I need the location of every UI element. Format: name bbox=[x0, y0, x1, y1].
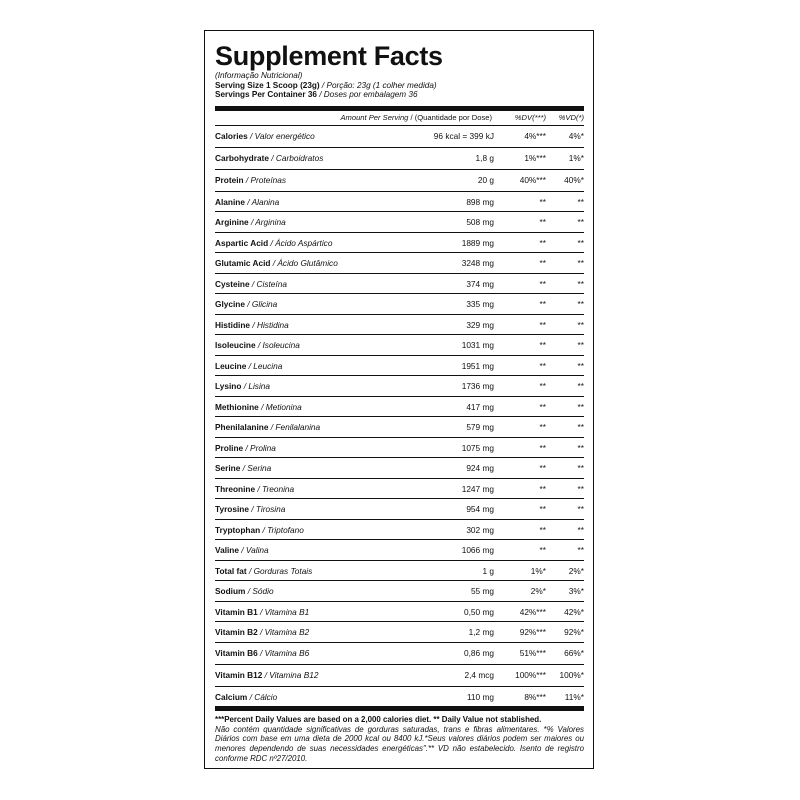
nutrient-dv: ** bbox=[539, 381, 546, 392]
nutrient-amount: 0,50 mg bbox=[464, 606, 494, 617]
nutrient-amount: 96 kcal = 399 kJ bbox=[433, 131, 494, 142]
nutrient-vd: 3%* bbox=[568, 586, 584, 597]
nutrient-vd: ** bbox=[577, 381, 584, 392]
table-row bbox=[215, 581, 584, 602]
nutrient-vd: ** bbox=[577, 401, 584, 412]
nutrient-amount: 1736 mg bbox=[461, 381, 494, 392]
nutrient-name: Leucine / Leucina bbox=[215, 360, 283, 371]
table-row bbox=[215, 458, 584, 479]
table-row bbox=[215, 417, 584, 438]
table-row bbox=[215, 212, 584, 233]
table-row bbox=[215, 253, 584, 274]
nutrient-vd: ** bbox=[577, 483, 584, 494]
nutrient-vd: ** bbox=[577, 340, 584, 351]
nutrient-name: Methionine / Metionina bbox=[215, 401, 302, 412]
table-row bbox=[215, 438, 584, 459]
nutrient-amount: 417 mg bbox=[466, 401, 494, 412]
table-row bbox=[215, 397, 584, 418]
nutrient-name: Tryptophan / Triptofano bbox=[215, 524, 304, 535]
nutrient-vd: 40%* bbox=[564, 175, 584, 186]
nutrient-name: Alanine / Alanina bbox=[215, 196, 280, 207]
nutrient-amount: 335 mg bbox=[466, 299, 494, 310]
nutrient-name: Valine / Valina bbox=[215, 545, 269, 556]
nutrient-name: Sodium / Sódio bbox=[215, 586, 274, 597]
table-header bbox=[215, 111, 584, 126]
nutrient-dv: ** bbox=[539, 483, 546, 494]
nutrient-vd: 1%* bbox=[568, 153, 584, 164]
nutrient-amount: 1951 mg bbox=[461, 360, 494, 371]
nutrient-name: Vitamin B12 / Vitamina B12 bbox=[215, 670, 319, 681]
nutrient-vd: ** bbox=[577, 278, 584, 289]
nutrient-dv: ** bbox=[539, 422, 546, 433]
nutrient-amount: 1031 mg bbox=[461, 340, 494, 351]
label-title: Supplement Facts bbox=[215, 41, 443, 71]
nutrient-amount: 374 mg bbox=[466, 278, 494, 289]
nutrient-dv: ** bbox=[539, 360, 546, 371]
table-row bbox=[215, 665, 584, 687]
servings-per-container: Servings Per Container 36 / Doses por embalagem 36 bbox=[215, 90, 418, 100]
nutrient-name: Isoleucine / Isoleucina bbox=[215, 340, 300, 351]
nutrient-name: Total fat / Gorduras Totais bbox=[215, 565, 313, 576]
nutrient-amount: 954 mg bbox=[466, 504, 494, 515]
table-row bbox=[215, 148, 584, 170]
nutrient-amount: 302 mg bbox=[466, 524, 494, 535]
nutrient-amount: 1889 mg bbox=[461, 237, 494, 248]
nutrient-amount: 508 mg bbox=[466, 217, 494, 228]
nutrient-vd: ** bbox=[577, 524, 584, 535]
nutrient-amount: 1,2 mg bbox=[468, 627, 494, 638]
table-row bbox=[215, 126, 584, 148]
table-row bbox=[215, 499, 584, 520]
table-row bbox=[215, 274, 584, 295]
nutrient-dv: ** bbox=[539, 196, 546, 207]
table-row bbox=[215, 479, 584, 500]
table-row bbox=[215, 376, 584, 397]
nutrient-amount: 20 g bbox=[477, 175, 494, 186]
table-row bbox=[215, 622, 584, 643]
nutrient-dv: ** bbox=[539, 319, 546, 330]
table-row bbox=[215, 687, 584, 708]
nutrient-name: Tyrosine / Tirosina bbox=[215, 504, 286, 515]
nutrient-vd: ** bbox=[577, 258, 584, 269]
nutrient-amount: 3248 mg bbox=[461, 258, 494, 269]
footnote: ***Percent Daily Values are based on a 2,000 calories diet. ** Daily Value not stablished. Não contém quantidade significativas de gorduras saturadas, trans e fibras alimentares. *% Valores Diários com base em uma dieta de 2000 kcal ou 8400 kJ.*Seus valores diários podem ser maiores ou menores dependendo de suas necessidades energéticas".** VD não estabelecido. Isento de registro conforme RDC nº27/2010. bbox=[215, 715, 584, 763]
nutrient-vd: ** bbox=[577, 545, 584, 556]
nutrient-name: Threonine / Treonina bbox=[215, 483, 295, 494]
nutrient-vd: 2%* bbox=[568, 565, 584, 576]
nutrient-name: Lysino / Lisina bbox=[215, 381, 271, 392]
table-row bbox=[215, 520, 584, 541]
nutrient-vd: 11%* bbox=[564, 691, 584, 702]
nutrient-dv: 42%*** bbox=[519, 606, 546, 617]
nutrient-vd: ** bbox=[577, 217, 584, 228]
nutrient-dv: ** bbox=[539, 524, 546, 535]
amount-header: Amount Per Serving / (Quantidade por Dose) bbox=[340, 113, 492, 123]
nutrient-amount: 1247 mg bbox=[461, 483, 494, 494]
nutrient-dv: 92%*** bbox=[519, 627, 546, 638]
nutrient-amount: 1,8 g bbox=[475, 153, 494, 164]
nutrient-table bbox=[215, 126, 584, 708]
nutrient-dv: ** bbox=[539, 299, 546, 310]
nutrient-vd: 66%* bbox=[564, 648, 584, 659]
nutrient-name: Glycine / Glicina bbox=[215, 299, 278, 310]
nutrient-name: Calories / Valor energético bbox=[215, 131, 315, 142]
nutrient-name: Vitamin B2 / Vitamina B2 bbox=[215, 627, 310, 638]
nutrient-vd: ** bbox=[577, 196, 584, 207]
nutrient-name: Arginine / Arginina bbox=[215, 217, 286, 228]
nutrient-name: Serine / Serina bbox=[215, 463, 272, 474]
nutrient-amount: 1 g bbox=[482, 565, 494, 576]
nutrient-dv: ** bbox=[539, 545, 546, 556]
table-row bbox=[215, 170, 584, 192]
nutrient-name: Proline / Prolina bbox=[215, 442, 276, 453]
nutrient-name: Vitamin B1 / Vitamina B1 bbox=[215, 606, 310, 617]
nutrient-dv: ** bbox=[539, 217, 546, 228]
nutrient-dv: 8%*** bbox=[524, 691, 546, 702]
nutrient-name: Glutamic Acid / Ácido Glutâmico bbox=[215, 258, 338, 269]
nutrient-vd: ** bbox=[577, 319, 584, 330]
nutrient-amount: 898 mg bbox=[466, 196, 494, 207]
nutrient-vd: 92%* bbox=[564, 627, 584, 638]
nutrient-dv: ** bbox=[539, 442, 546, 453]
nutrient-vd: 4%* bbox=[568, 131, 584, 142]
nutrient-dv: 1%* bbox=[530, 565, 546, 576]
nutrient-amount: 1066 mg bbox=[461, 545, 494, 556]
nutrient-amount: 579 mg bbox=[466, 422, 494, 433]
nutrient-amount: 1075 mg bbox=[461, 442, 494, 453]
supplement-facts-label bbox=[204, 30, 594, 769]
nutrient-vd: 42%* bbox=[564, 606, 584, 617]
bottom-divider bbox=[215, 707, 584, 711]
nutrient-name: Cysteine / Cisteína bbox=[215, 278, 287, 289]
vd-header: %VD(*) bbox=[558, 113, 584, 123]
nutrient-dv: ** bbox=[539, 237, 546, 248]
nutrient-vd: ** bbox=[577, 463, 584, 474]
nutrient-vd: ** bbox=[577, 504, 584, 515]
table-row bbox=[215, 192, 584, 213]
nutrient-dv: 40%*** bbox=[519, 175, 546, 186]
nutrient-vd: ** bbox=[577, 442, 584, 453]
nutrient-amount: 55 mg bbox=[470, 586, 494, 597]
nutrient-vd: ** bbox=[577, 422, 584, 433]
nutrient-name: Protein / Proteínas bbox=[215, 175, 287, 186]
nutrient-dv: 2%* bbox=[530, 586, 546, 597]
nutrient-name: Aspartic Acid / Ácido Aspártico bbox=[215, 237, 333, 248]
nutrient-vd: ** bbox=[577, 237, 584, 248]
nutrient-dv: 1%*** bbox=[524, 153, 546, 164]
dv-header: %DV(***) bbox=[514, 113, 546, 123]
label-subtitle: (Informação Nutricional) bbox=[215, 71, 303, 80]
table-row bbox=[215, 233, 584, 254]
nutrient-dv: 4%*** bbox=[524, 131, 546, 142]
nutrient-dv: ** bbox=[539, 278, 546, 289]
table-row bbox=[215, 294, 584, 315]
nutrient-vd: ** bbox=[577, 360, 584, 371]
nutrient-dv: ** bbox=[539, 463, 546, 474]
nutrient-dv: ** bbox=[539, 401, 546, 412]
table-row bbox=[215, 356, 584, 377]
nutrient-dv: ** bbox=[539, 504, 546, 515]
nutrient-dv: ** bbox=[539, 340, 546, 351]
table-row bbox=[215, 335, 584, 356]
nutrient-dv: 51%*** bbox=[519, 648, 546, 659]
nutrient-name: Calcium / Cálcio bbox=[215, 691, 278, 702]
nutrient-vd: ** bbox=[577, 299, 584, 310]
nutrient-amount: 329 mg bbox=[466, 319, 494, 330]
table-row bbox=[215, 643, 584, 665]
table-row bbox=[215, 540, 584, 561]
nutrient-name: Vitamin B6 / Vitamina B6 bbox=[215, 648, 310, 659]
nutrient-dv: ** bbox=[539, 258, 546, 269]
table-row bbox=[215, 315, 584, 336]
table-row bbox=[215, 561, 584, 582]
nutrient-vd: 100%* bbox=[559, 670, 584, 681]
nutrient-name: Histidine / Histidina bbox=[215, 319, 289, 330]
nutrient-name: Carbohydrate / Carboidratos bbox=[215, 153, 324, 164]
nutrient-amount: 2,4 mcg bbox=[464, 670, 494, 681]
nutrient-amount: 924 mg bbox=[466, 463, 494, 474]
serving-size: Serving Size 1 Scoop (23g) / Porção: 23g (1 colher medida) bbox=[215, 80, 437, 90]
nutrient-amount: 110 mg bbox=[466, 691, 494, 702]
table-row bbox=[215, 602, 584, 623]
nutrient-amount: 0,86 mg bbox=[464, 648, 494, 659]
nutrient-name: Phenilalanine / Fenilalanina bbox=[215, 422, 321, 433]
nutrient-dv: 100%*** bbox=[515, 670, 546, 681]
